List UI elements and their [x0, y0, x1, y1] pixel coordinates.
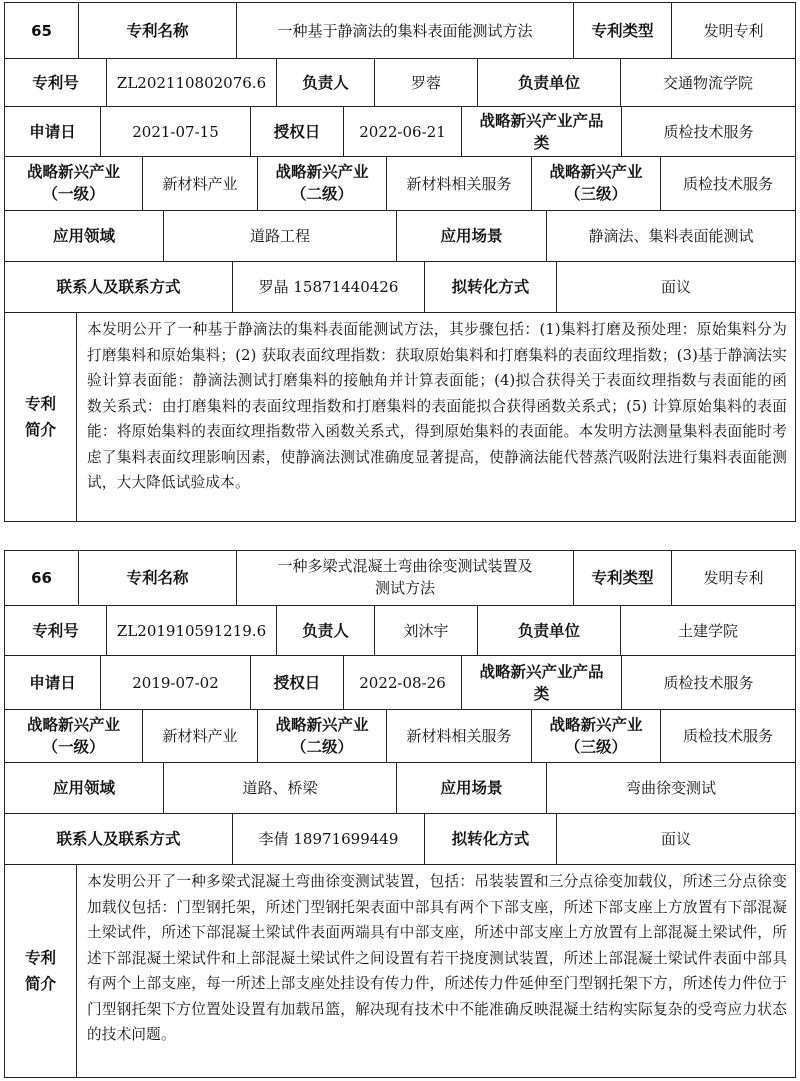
patent-name: 一种基于静滴法的集料表面能测试方法	[236, 2, 574, 59]
strategic-product: 质检技术服务	[621, 106, 796, 157]
contact: 李倩 18971699449	[232, 813, 425, 865]
field: 道路、桥梁	[163, 762, 397, 814]
patent-card-65	[4, 2, 796, 522]
patent-type: 发明专利	[671, 2, 796, 59]
industry-level2: 新材料相关服务	[386, 156, 532, 211]
transfer: 面议	[556, 813, 796, 865]
unit-label: 负责单位	[477, 58, 621, 107]
row-dates	[4, 655, 796, 710]
grant-date-label: 授权日	[250, 655, 344, 710]
row-dates	[4, 106, 796, 157]
transfer: 面议	[556, 261, 796, 313]
scene-label: 应用场景	[396, 762, 547, 814]
industry-level2-label: 战略新兴产业 （二级）	[257, 709, 387, 763]
industry-level2-label: 战略新兴产业 （二级）	[257, 156, 387, 211]
industry-level3: 质检技术服务	[660, 156, 796, 211]
apply-date: 2021-07-15	[100, 106, 251, 157]
field: 道路工程	[163, 210, 397, 262]
owner: 刘沐宇	[374, 605, 478, 656]
summary-text: 本发明公开了一种基于静滴法的集料表面能测试方法，其步骤包括：(1)集料打磨及预处理：原始集料分为打磨集料和原始集料；(2) 获取表面纹理指数：获取原始集料和打磨集料的表面纹理指数；(3)基于静滴法实验计算表面能：静滴法测试打磨集料的接触角并计算表面能；(4)拟合获得关于表面纹理指数与表面能的函数关系式：由打磨集料的表面纹理指数和打磨集料的表面能拟合获得函数关系式；(5) 计算原始集料的表面能：将原始集料的表面纹理指数带入函数关系式，得到原始集料的表面能。本发明方法测量集料表面能时考虑了集料表面纹理影响因素，使静滴法测试准确度显著提高，使静滴法能代替蒸汽吸附法进行集料表面能测试，大大降低试验成本。	[76, 312, 796, 522]
owner-label: 负责人	[276, 58, 375, 107]
row-summary	[4, 312, 796, 522]
patent-no: ZL201910591219.6	[106, 605, 277, 656]
row-industry	[4, 156, 796, 211]
row-industry	[4, 709, 796, 763]
industry-level1-label: 战略新兴产业 （一级）	[4, 156, 143, 211]
patent-name-label: 专利名称	[78, 2, 237, 59]
transfer-label: 拟转化方式	[424, 261, 557, 313]
apply-date: 2019-07-02	[100, 655, 251, 710]
row-title	[4, 550, 796, 606]
unit: 土建学院	[620, 605, 796, 656]
patent-no-label: 专利号	[4, 605, 107, 656]
patent-type-label: 专利类型	[573, 2, 672, 59]
patent-card-66	[4, 550, 796, 1078]
strategic-product: 质检技术服务	[621, 655, 796, 710]
transfer-label: 拟转化方式	[424, 813, 557, 865]
patent-no: ZL202110802076.6	[106, 58, 277, 107]
industry-level1-label: 战略新兴产业 （一级）	[4, 709, 143, 763]
field-label: 应用领域	[4, 762, 164, 814]
scene: 弯曲徐变测试	[546, 762, 796, 814]
scene: 静滴法、集料表面能测试	[546, 210, 796, 262]
row-summary	[4, 864, 796, 1078]
industry-level3-label: 战略新兴产业 （三级）	[531, 156, 661, 211]
summary-label: 专利 简介	[4, 864, 77, 1078]
patent-type-label: 专利类型	[573, 550, 672, 606]
row-application	[4, 210, 796, 262]
industry-level1: 新材料产业	[142, 156, 258, 211]
patent-number: 65	[4, 2, 79, 59]
apply-date-label: 申请日	[4, 106, 101, 157]
industry-level3: 质检技术服务	[660, 709, 796, 763]
summary-text: 本发明公开了一种多梁式混凝土弯曲徐变测试装置，包括：吊装装置和三分点徐变加载仪，所述三分点徐变加载仪包括：门型钢托架，所述门型钢托架表面中部具有两个下部支座，所述下部支座上方放置有下部混凝土梁试件，所述下部混凝土梁试件表面两端具有中部支座，所述中部支座上方放置有上部混凝土梁试件，所述下部混凝土梁试件和上部混凝土梁试件之间设置有若干挠度测试装置，所述上部混凝土梁试件表面中部具有两个上部支座，每一所述上部支座处挂设有传力件，所述传力件延伸至门型钢托架下方，所述传力件位于门型钢托架下方位置处设置有加载吊篮，解决现有技术中不能准确反映混凝土结构实际复杂的受弯应力状态的技术问题。	[76, 864, 796, 1078]
industry-level1: 新材料产业	[142, 709, 258, 763]
row-application	[4, 762, 796, 814]
row-number	[4, 605, 796, 656]
grant-date: 2022-08-26	[343, 655, 462, 710]
grant-date-label: 授权日	[250, 106, 344, 157]
owner: 罗蓉	[374, 58, 478, 107]
row-contact	[4, 261, 796, 313]
industry-level3-label: 战略新兴产业 （三级）	[531, 709, 661, 763]
row-contact	[4, 813, 796, 865]
strategic-product-label: 战略新兴产业产品类	[461, 106, 622, 157]
row-number	[4, 58, 796, 107]
patent-no-label: 专利号	[4, 58, 107, 107]
apply-date-label: 申请日	[4, 655, 101, 710]
patent-number: 66	[4, 550, 79, 606]
patent-name-label: 专利名称	[78, 550, 237, 606]
scene-label: 应用场景	[396, 210, 547, 262]
contact-label: 联系人及联系方式	[4, 813, 233, 865]
field-label: 应用领域	[4, 210, 164, 262]
unit: 交通物流学院	[620, 58, 796, 107]
owner-label: 负责人	[276, 605, 375, 656]
patent-type: 发明专利	[671, 550, 796, 606]
contact: 罗晶 15871440426	[232, 261, 425, 313]
summary-label: 专利 简介	[4, 312, 77, 522]
industry-level2: 新材料相关服务	[386, 709, 532, 763]
row-title	[4, 2, 796, 59]
grant-date: 2022-06-21	[343, 106, 462, 157]
unit-label: 负责单位	[477, 605, 621, 656]
contact-label: 联系人及联系方式	[4, 261, 233, 313]
strategic-product-label: 战略新兴产业产品类	[461, 655, 622, 710]
patent-name: 一种多梁式混凝土弯曲徐变测试装置及 测试方法	[236, 550, 574, 606]
